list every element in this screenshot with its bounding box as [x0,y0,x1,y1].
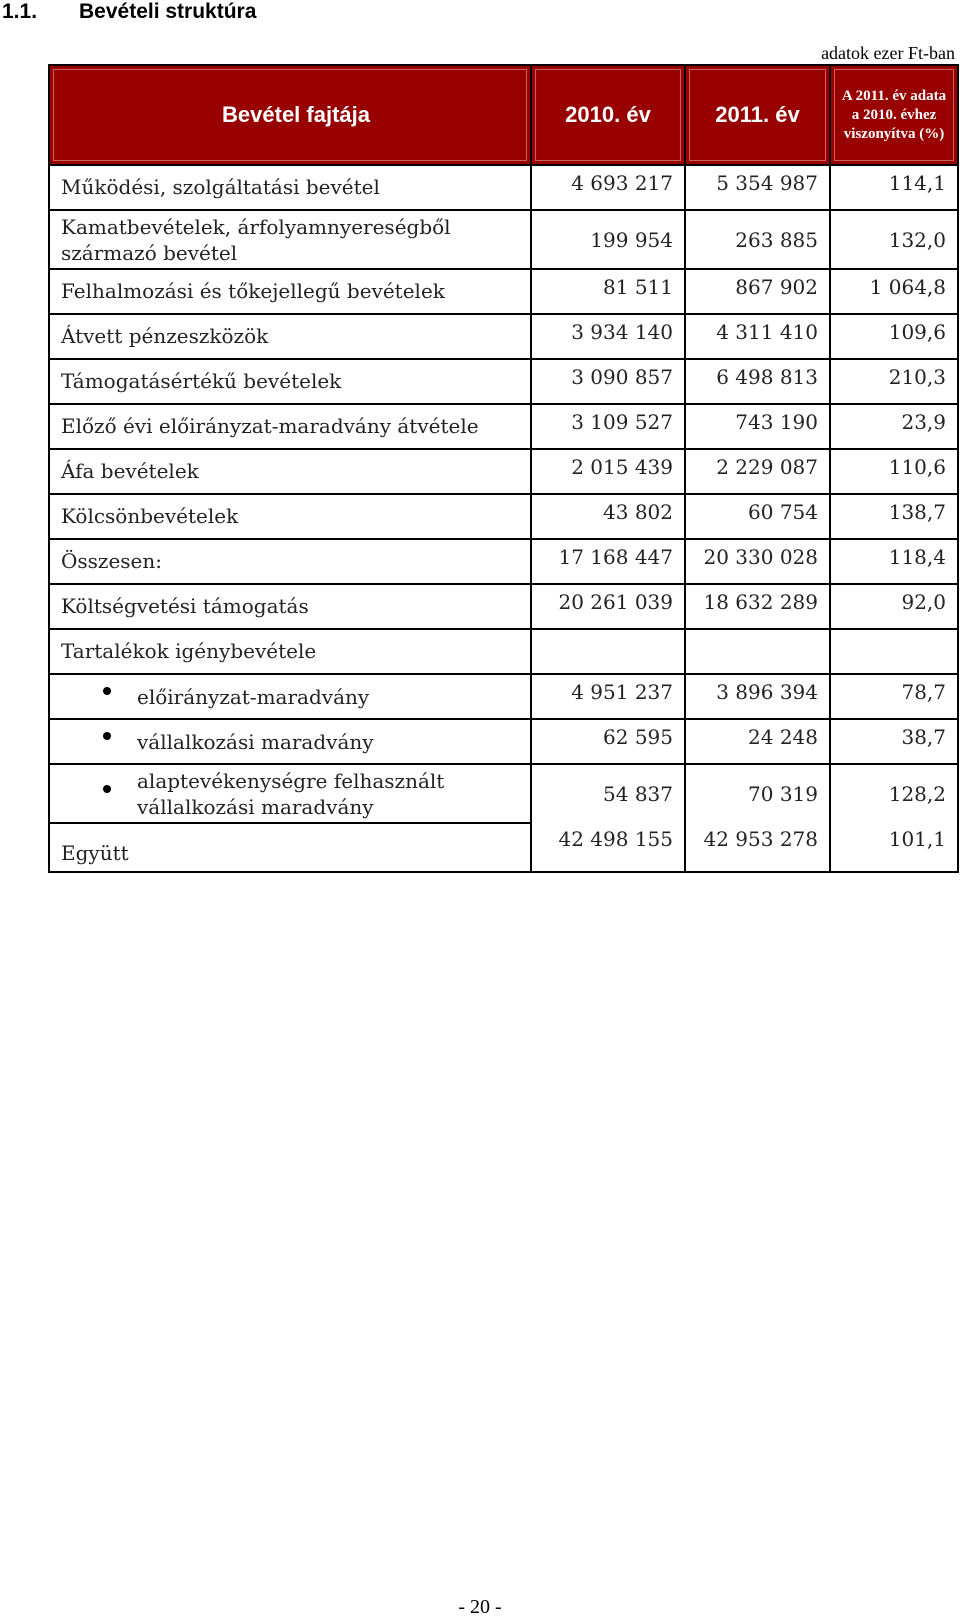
value-2011: 70 319 [685,764,830,823]
value-2010: 43 802 [531,494,685,539]
value-2011: 18 632 289 [685,584,830,629]
value-2010: 2 015 439 [531,449,685,494]
table-row-grand-total [49,823,958,872]
value-2011: 867 902 [685,269,830,314]
section-number: 1.1. [2,0,38,23]
value-ratio: 118,4 [830,539,958,584]
value-2010: 3 934 140 [531,314,685,359]
table-row [49,314,958,359]
bullet-icon [103,785,111,793]
value-2011: 20 330 028 [685,539,830,584]
value-2011: 4 311 410 [685,314,830,359]
value-2010: 3 109 527 [531,404,685,449]
value-ratio: 38,7 [830,719,958,764]
value-2010 [531,629,685,674]
table-row-total [49,539,958,584]
value-ratio: 101,1 [830,823,958,872]
value-2011: 3 896 394 [685,674,830,719]
value-2010: 4 693 217 [531,165,685,210]
row-label: Támogatásértékű bevételek [49,359,531,404]
table-row [49,359,958,404]
value-2010: 20 261 039 [531,584,685,629]
value-ratio: 132,0 [830,210,958,269]
value-ratio: 138,7 [830,494,958,539]
section-title: Bevételi struktúra [79,0,257,23]
value-2010: 199 954 [531,210,685,269]
row-label: Együtt [49,823,531,872]
value-2011 [685,629,830,674]
value-2010: 4 951 237 [531,674,685,719]
row-label: Költségvetési támogatás [49,584,531,629]
row-label-cell [49,764,531,823]
value-2011: 42 953 278 [685,823,830,872]
row-label: Tartalékok igénybevétele [49,629,531,674]
row-label: Összesen: [49,539,531,584]
row-label: alaptevékenységre felhasznált vállalkozási maradvány [137,768,445,819]
value-ratio: 78,7 [830,674,958,719]
table-row [49,165,958,210]
value-ratio: 114,1 [830,165,958,210]
table-row [49,494,958,539]
header-revenue-type: Bevétel fajtája [49,65,531,165]
value-2010: 42 498 155 [531,823,685,872]
value-2011: 743 190 [685,404,830,449]
row-label-cell [49,674,531,719]
value-ratio: 210,3 [830,359,958,404]
table-row [49,210,958,269]
value-ratio: 128,2 [830,764,958,823]
row-label: Felhalmozási és tőkejellegű bevételek [49,269,531,314]
row-label: Kölcsönbevételek [49,494,531,539]
row-label: Kamatbevételek, árfolyamnyereségből származó bevétel [49,210,531,269]
value-2010: 17 168 447 [531,539,685,584]
value-2010: 81 511 [531,269,685,314]
page-number: - 20 - [458,1596,502,1618]
table-row-bullet [49,764,958,823]
value-ratio: 1 064,8 [830,269,958,314]
value-2011: 2 229 087 [685,449,830,494]
value-2011: 6 498 813 [685,359,830,404]
value-ratio: 109,6 [830,314,958,359]
row-label: vállalkozási maradvány [137,729,374,754]
table-row-bullet [49,719,958,764]
revenue-table [48,64,959,873]
table-row-bullet [49,674,958,719]
value-ratio [830,629,958,674]
unit-note: adatok ezer Ft-ban [821,43,955,63]
value-2010: 54 837 [531,764,685,823]
value-2010: 62 595 [531,719,685,764]
bullet-icon [103,687,111,695]
table-header-row [49,65,958,165]
table-row [49,629,958,674]
value-2010: 3 090 857 [531,359,685,404]
value-2011: 263 885 [685,210,830,269]
row-label: Működési, szolgáltatási bevétel [49,165,531,210]
table-row [49,584,958,629]
header-2010: 2010. év [531,65,685,165]
table-row [49,449,958,494]
value-2011: 60 754 [685,494,830,539]
row-label-cell [49,719,531,764]
header-2011: 2011. év [685,65,830,165]
row-label: előirányzat-maradvány [137,684,370,709]
row-label: Áfa bevételek [49,449,531,494]
table-row [49,269,958,314]
row-label: Előző évi előirányzat-maradvány átvétele [49,404,531,449]
table-row [49,404,958,449]
value-ratio: 23,9 [830,404,958,449]
value-ratio: 92,0 [830,584,958,629]
bullet-icon [103,732,111,740]
header-ratio: A 2011. év adata a 2010. évhez viszonyítva (%) [830,65,958,165]
row-label: Átvett pénzeszközök [49,314,531,359]
value-ratio: 110,6 [830,449,958,494]
value-2011: 24 248 [685,719,830,764]
value-2011: 5 354 987 [685,165,830,210]
